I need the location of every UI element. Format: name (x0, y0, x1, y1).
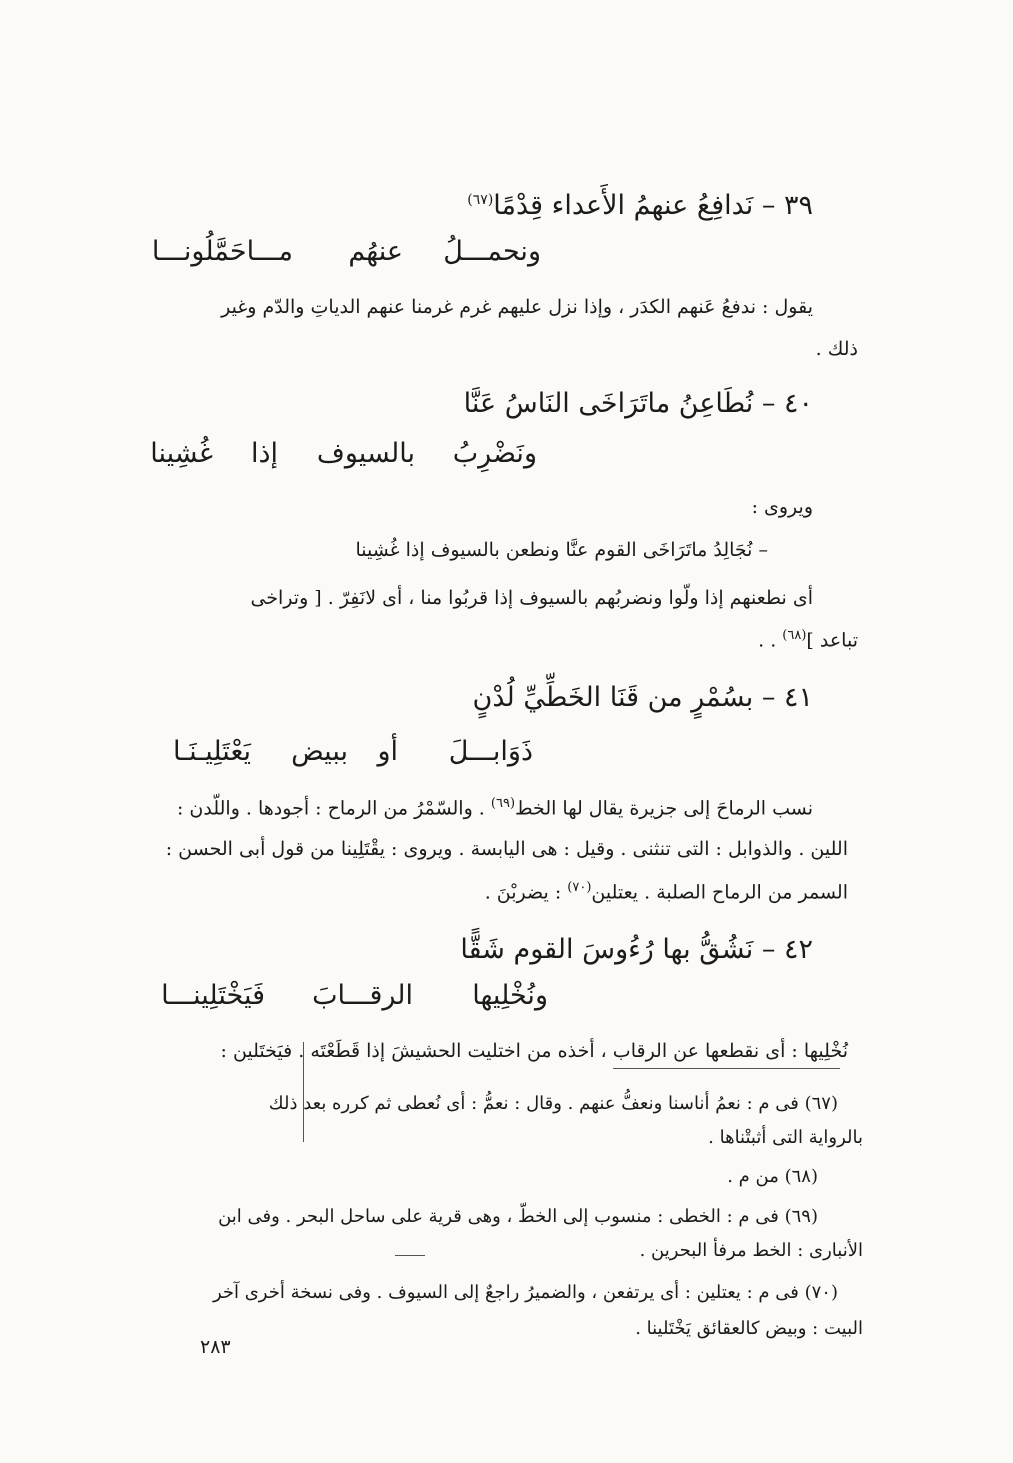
footnote-67-line-2: بالرواية التى أثبتْناها . (708, 1127, 863, 1148)
commentary-underline (613, 1068, 840, 1069)
footnote-ref-69: (٦٩) (490, 796, 516, 811)
verse-41-second-word-1: ذَوَابـــلَ (448, 736, 533, 767)
footnote-ref-70: (٧٠) (567, 880, 592, 895)
commentary-39-line-1: يقول : ندفعُ عَنهم الكدَر ، وإذا نزل عليهم غرم غرمنا عنهم الدياتِ والدّم وغير (221, 296, 813, 318)
verse-40-second-word-4: غُشِينا (150, 438, 213, 469)
commentary-41-line-2: اللين . والذوابل : التى تنثنى . وقيل : هى اليابسة . ويروى : يقْتَلِينا من قول أبى الحسن : (165, 838, 848, 860)
footnote-67-line-1: (٦٧) فى م : نعمُ أناسنا ونعفُّ عنهم . وقال : نعمُّ : أى نُعطى ثم كرره بعد ذلك (268, 1093, 838, 1114)
verse-39-first-hemistich: ٣٩ – نَدافِعُ عنهمُ الأَعداء قِدْمًا$^{(٦٧)}$ (467, 190, 813, 221)
commentary-41-line-1: نسب الرماحَ إلى جزيرة يقال لها الخط$^{(٦٩)}$ . والسّمْرُ من الرماح : أجودها . واللّدن : (176, 796, 813, 820)
verse-39-second-word-2: عنهُم (348, 236, 403, 267)
footnote-70-line-1: (٧٠) فى م : يعتلين : أى يرتفعن ، والضميرُ راجعٌ إلى السيوف . وفى نسخة أخرى آخر (212, 1282, 838, 1303)
footnote-69-line-1: (٦٩) فى م : الخطى : منسوب إلى الخطّ ، وهى قرية على ساحل البحر . وفى ابن (218, 1206, 818, 1227)
footnote-68-line-1: (٦٨) من م . (727, 1166, 818, 1187)
verse-41-second-word-3: ببيض (291, 736, 348, 767)
verse-42-second-word-2: الرقـــابَ (312, 980, 413, 1011)
verse-40-second-word-2: بالسيوف (316, 438, 415, 469)
verse-42-second-word-3: فَيَخْتَلِينـــا (161, 980, 265, 1011)
verse-42-first-hemistich: ٤٢ – نَشُقُّ بها رُءُوسَ القوم شَقًّا (460, 934, 813, 965)
footnote-70-line-2: البيت : وبيض كالعقائق يَخْتَلينا . (635, 1318, 863, 1339)
verse-41-second-word-4: يَعْتَلِيـنَـا (173, 736, 251, 767)
commentary-40-line-2: تباعد ]$^{(٦٨)}$ . . (758, 628, 858, 652)
verse-40-second-word-3: إذا (250, 438, 278, 469)
verse-41-first-hemistich: ٤١ – بسُمْرٍ من قَنَا الخَطِّيِّ لُدْنٍ (472, 682, 813, 713)
verse-39-second-word-1: ونحمـــلُ (443, 236, 541, 267)
commentary-41-line-3: السمر من الرماح الصلبة . يعتلين$^{(٧٠)}$ : يضربْنَ . (484, 880, 848, 904)
commentary-40-variant: – نُجَالِدُ ماتَرَاخَى القوم عنَّا ونطعن بالسيوف إذا غُشِينا (355, 539, 768, 561)
verse-40-second-word-1: ونَضْرِبُ (452, 438, 537, 469)
commentary-39-line-2: ذلك . (815, 338, 858, 360)
commentary-40-intro: ويروى : (751, 496, 813, 518)
footnote-dash (395, 1255, 425, 1256)
verse-40-first-hemistich: ٤٠ – نُطَاعِنُ ماتَرَاخَى النَاسُ عَنَّا (463, 388, 813, 419)
footnote-ref-67: (٦٧) (467, 192, 494, 208)
commentary-42-line-1: نُخْلِيها : أى نقطعها عن الرقاب ، أخذه من اختليت الحشيشَ إذا قَطَعْتَه . فيَختَلين : (220, 1040, 848, 1062)
verse-42-second-word-1: ونُخْلِيها (472, 980, 548, 1011)
column-mark (303, 1042, 304, 1142)
verse-39-second-word-3: مـــاحَمَّلُونـــا (151, 236, 293, 267)
footnote-69-line-2: الأنبارى : الخط مرفأ البحرين . (639, 1240, 863, 1261)
verse-41-second-word-2: أو (377, 736, 398, 767)
page-number: ٢٨٣ (200, 1336, 231, 1358)
commentary-40-line-1: أى نطعنهم إذا ولّوا ونضربُهم بالسيوف إذا قربُوا منا ، أى لانَفِرّ . [ وتراخى (250, 587, 813, 609)
footnote-ref-68: (٦٨) (782, 628, 807, 643)
